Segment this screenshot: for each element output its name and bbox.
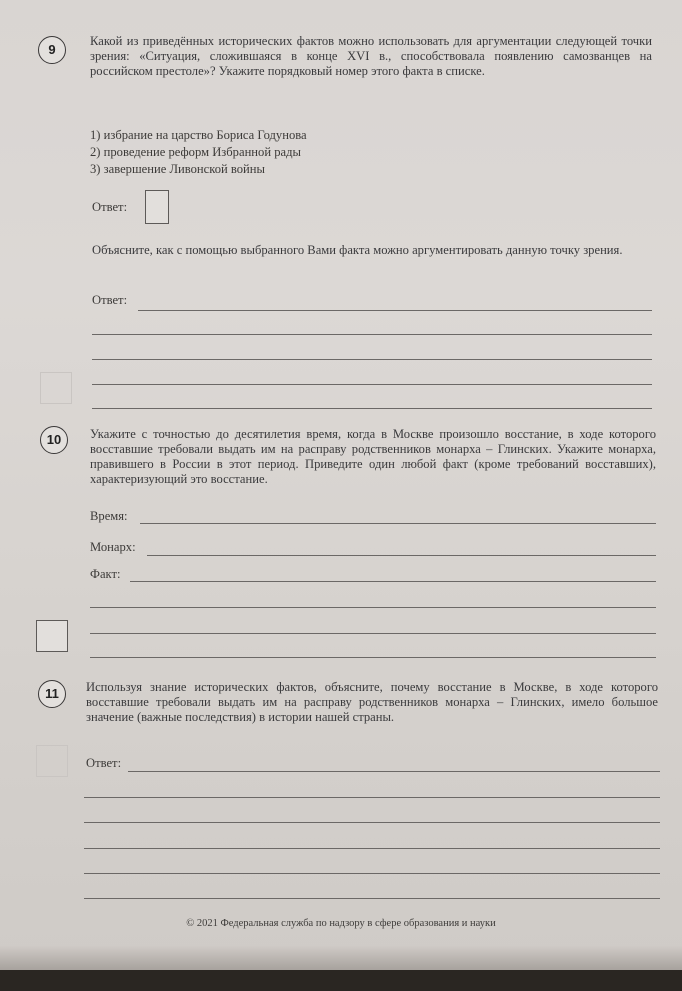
answer-line[interactable] — [90, 607, 656, 608]
score-box — [36, 620, 68, 652]
answer-line[interactable] — [84, 797, 660, 798]
answer-line[interactable] — [138, 310, 652, 311]
question-10-fact-label: Факт: — [90, 567, 121, 581]
fact-answer-line[interactable] — [130, 581, 656, 582]
answer-line[interactable] — [92, 384, 652, 385]
question-9-answer-label: Ответ: — [92, 200, 128, 214]
answer-line[interactable] — [92, 408, 652, 409]
answer-line[interactable] — [84, 848, 660, 849]
paper-stack-edge — [0, 946, 682, 970]
question-9-option-1: 1) избрание на царство Бориса Годунова — [90, 128, 307, 142]
question-9-option-3: 3) завершение Ливонской войны — [90, 162, 265, 176]
question-11-answer-label: Ответ: — [86, 756, 122, 770]
score-box — [36, 745, 68, 777]
copyright-footer: © 2021 Федеральная служба по надзору в сфере образования и науки — [186, 918, 496, 929]
question-9-option-2: 2) проведение реформ Избранной рады — [90, 145, 301, 159]
time-answer-line[interactable] — [140, 523, 656, 524]
question-10-monarch-label: Монарх: — [90, 540, 136, 554]
question-9-explain-text: Объясните, как с помощью выбранного Вами факта можно аргументировать данную точку зрения. — [92, 243, 623, 257]
question-9-text: Какой из приведённых исторических фактов можно использовать для аргументации следующей точки зрения: «Ситуация, сложившаяся в конце XVI в., способствовала появлению самозванцев на российском престоле»? Укажите порядковый номер этого факта в списке. — [90, 34, 652, 78]
question-9-answer-box[interactable] — [145, 190, 169, 224]
score-box — [40, 372, 72, 404]
answer-line[interactable] — [92, 359, 652, 360]
question-9-answer2-label: Ответ: — [92, 293, 128, 307]
question-10-text: Укажите с точностью до десятилетия время, когда в Москве произошло восстание, в ходе которого восставшие требовали выдать им на расправу родственников монарха – Глинских. Укажите монарха, правившего в России в этот период. Приведите один любой факт (кроме требований восставших), характеризующий это восстание. — [90, 427, 656, 486]
answer-line[interactable] — [90, 657, 656, 658]
monarch-answer-line[interactable] — [147, 555, 656, 556]
answer-line[interactable] — [84, 898, 660, 899]
question-11-number: 11 — [38, 680, 66, 708]
answer-line[interactable] — [90, 633, 656, 634]
question-9-number: 9 — [38, 36, 66, 64]
question-10-time-label: Время: — [90, 509, 128, 523]
question-11-text: Используя знание исторических фактов, объясните, почему восстание в Москве, в ходе которого восставшие требовали выдать им на расправу родственников монарха – Глинских, имело большое значение (важные последствия) в истории нашей страны. — [86, 680, 658, 724]
answer-line[interactable] — [84, 822, 660, 823]
answer-line[interactable] — [128, 771, 660, 772]
answer-line[interactable] — [84, 873, 660, 874]
question-10-number: 10 — [40, 426, 68, 454]
answer-line[interactable] — [92, 334, 652, 335]
